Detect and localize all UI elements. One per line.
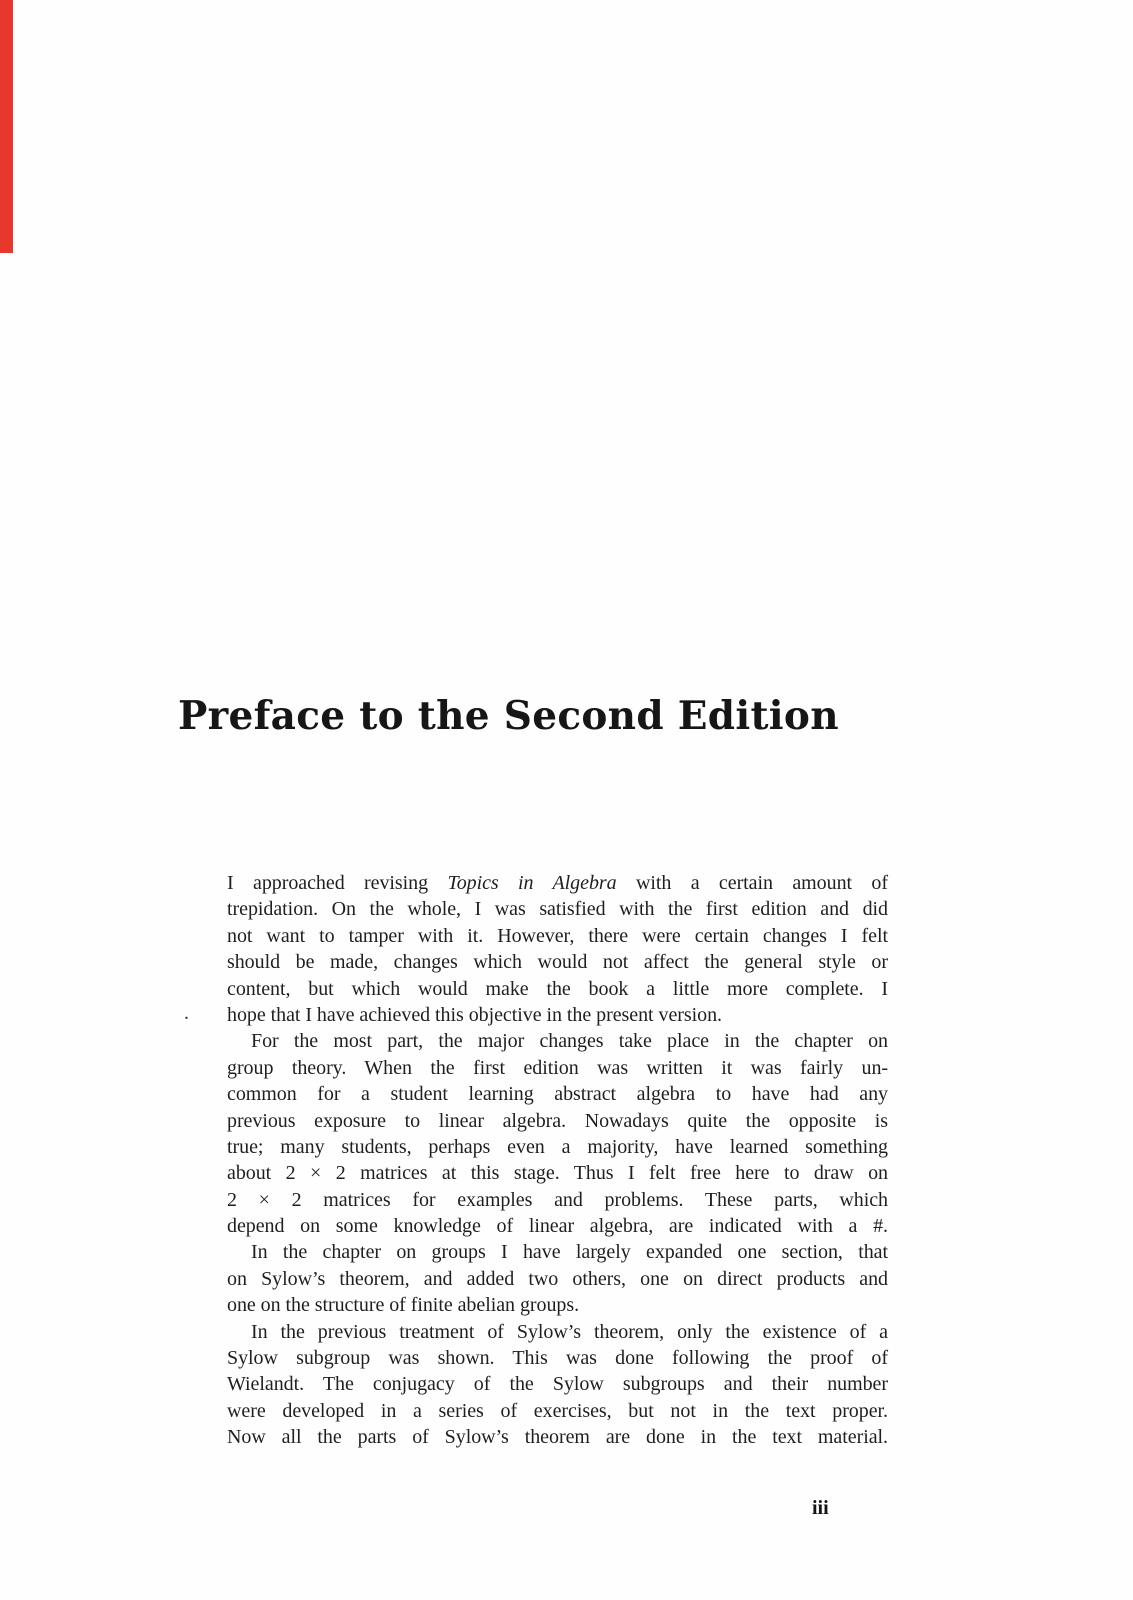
- body-text-segment: I approached revising: [227, 872, 448, 894]
- preface-body-text: [227, 870, 888, 1451]
- body-line: hope that I have achieved this objective in the present version.: [227, 1003, 722, 1026]
- body-line: on Sylow’s theorem, and added two others, one on direct products and: [227, 1267, 888, 1290]
- paragraph-3: [227, 1239, 888, 1318]
- body-line: not want to tamper with it. However, there were certain changes I felt: [227, 924, 888, 947]
- body-line: 2 × 2 matrices for examples and problems. These parts, which: [227, 1188, 888, 1211]
- body-line: should be made, changes which would not affect the general style or: [227, 951, 888, 974]
- body-text-segment: with a certain amount of: [616, 872, 888, 894]
- paragraph-4: [227, 1319, 888, 1451]
- body-line: group theory. When the first edition was written it was fairly un-: [227, 1056, 888, 1079]
- paragraph-1: [227, 870, 888, 1028]
- body-line: about 2 × 2 matrices at this stage. Thus I felt free here to draw on: [227, 1162, 888, 1185]
- page-number: iii: [812, 1497, 829, 1519]
- body-line: were developed in a series of exercises, but not in the text proper.: [227, 1399, 888, 1422]
- body-line: trepidation. On the whole, I was satisfied with the first edition and did: [227, 898, 888, 921]
- body-line: common for a student learning abstract algebra to have had any: [227, 1083, 888, 1106]
- book-title-italic: Topics in Algebra: [447, 872, 617, 894]
- body-line: content, but which would make the book a little more complete. I: [227, 977, 888, 1000]
- scan-edge-artifact: [0, 0, 13, 253]
- body-line: In the chapter on groups I have largely expanded one section, that: [251, 1241, 888, 1264]
- body-line: Wielandt. The conjugacy of the Sylow subgroups and their number: [227, 1373, 888, 1396]
- body-line: Now all the parts of Sylow’s theorem are done in the text material.: [227, 1426, 888, 1449]
- page-title: Preface to the Second Edition: [178, 693, 839, 739]
- body-line: depend on some knowledge of linear algebra, are indicated with a #.: [227, 1215, 888, 1238]
- stray-ink-mark: .: [184, 1002, 189, 1024]
- body-line: In the previous treatment of Sylow’s theorem, only the existence of a: [251, 1320, 888, 1343]
- body-line: [227, 870, 888, 896]
- body-line: true; many students, perhaps even a majority, have learned something: [227, 1135, 888, 1158]
- body-line: For the most part, the major changes take place in the chapter on: [251, 1030, 888, 1053]
- paragraph-2: [227, 1028, 888, 1239]
- body-line: Sylow subgroup was shown. This was done following the proof of: [227, 1347, 888, 1370]
- body-line: previous exposure to linear algebra. Nowadays quite the opposite is: [227, 1109, 888, 1132]
- body-line: one on the structure of finite abelian groups.: [227, 1294, 580, 1317]
